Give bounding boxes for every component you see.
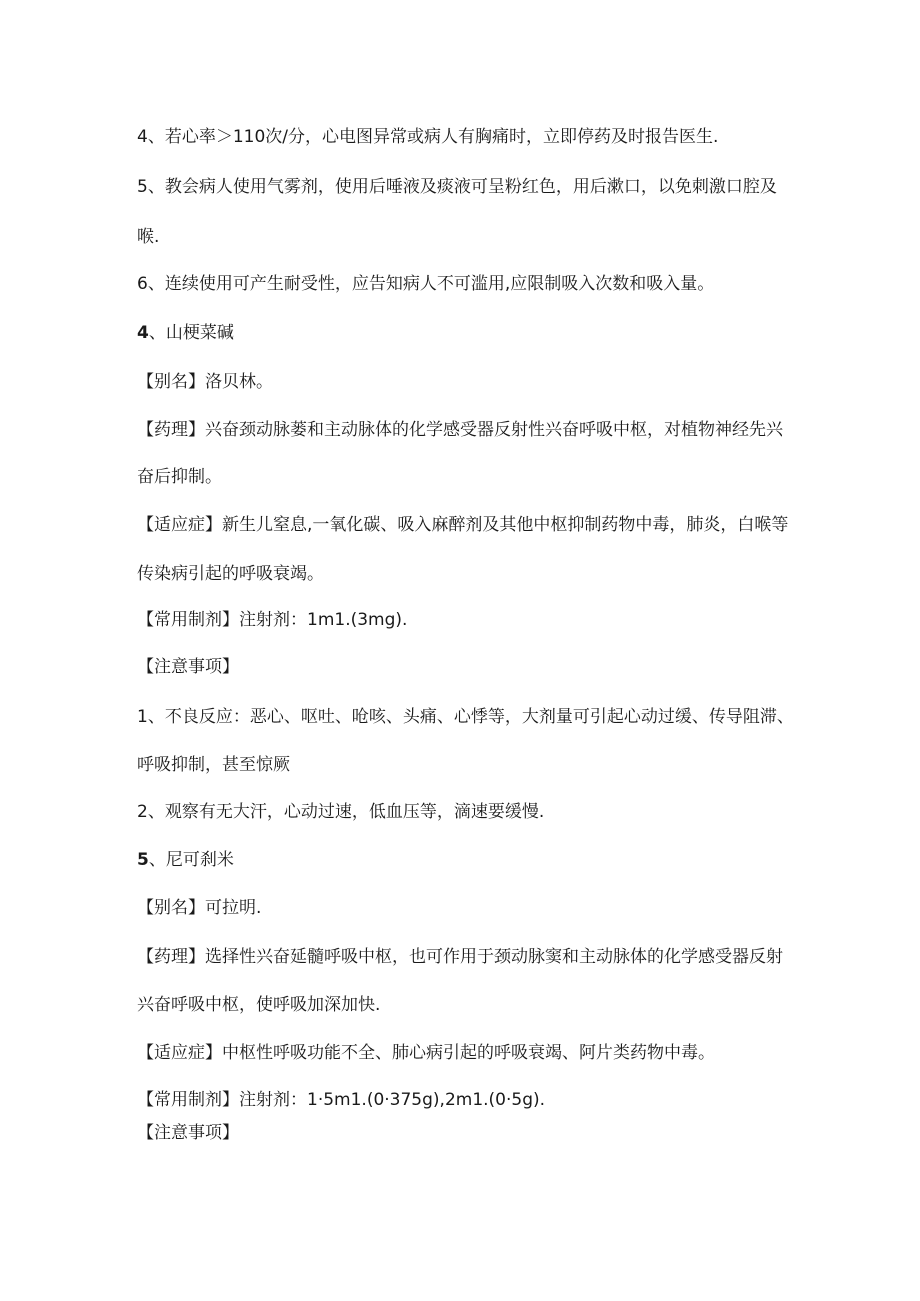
text-line: 6、连续使用可产生耐受性，应告知病人不可滥用,应限制吸入次数和吸入量。	[137, 274, 715, 294]
heading-number: 5	[137, 850, 149, 870]
section-heading-4	[137, 322, 797, 344]
text-line: 【别名】可拉明.	[137, 898, 262, 918]
heading-title: 山梗菜碱	[165, 323, 234, 343]
text-line: 【适应症】中枢性呼吸功能不全、肺心病引起的呼吸衰竭、阿片类药物中毒。	[137, 1043, 715, 1063]
text-line: 1、不良反应：恶心、呕吐、呛咳、头痛、心悸等，大剂量可引起心动过缓、传导阻滞、	[137, 707, 794, 727]
text-line: 【注意事项】	[137, 1123, 239, 1143]
heading-number: 4	[137, 323, 149, 343]
text-line: 【注意事项】	[137, 657, 239, 677]
text-line: 【药理】兴奋颈动脉蒌和主动脉体的化学感受器反射性兴奋呼吸中枢，对植物神经先兴	[137, 420, 783, 440]
text-line: 4、若心率＞110次/分，心电图异常或病人有胸痛时，立即停药及时报告医生.	[137, 127, 719, 147]
heading-separator: 、	[148, 323, 166, 343]
text-line: 喉.	[137, 227, 160, 247]
text-line: 奋后抑制。	[137, 467, 222, 487]
text-line: 【常用制剂】注射剂：1·5m1.(0·375g),2m1.(0·5g).	[137, 1090, 546, 1110]
text-line: 兴奋呼吸中枢，使呼吸加深加快.	[137, 995, 381, 1015]
text-line: 2、观察有无大汗，心动过速，低血压等，滴速要缓慢.	[137, 802, 545, 822]
text-line: 【常用制剂】注射剂：1m1.(3mg).	[137, 610, 408, 630]
text-line: 5、教会病人使用气雾剂，使用后唾液及痰液可呈粉红色，用后漱口，以免刺激口腔及	[137, 177, 777, 197]
text-line: 【药理】选择性兴奋延髓呼吸中枢，也可作用于颈动脉窦和主动脉体的化学感受器反射	[137, 947, 783, 967]
text-line: 传染病引起的呼吸衰竭。	[137, 564, 324, 584]
text-line: 【适应症】新生儿窒息,一氧化碳、吸入麻醉剂及其他中枢抑制药物中毒，肺炎，白喉等	[137, 515, 789, 535]
heading-title: 尼可刹米	[165, 850, 234, 870]
text-line: 【别名】洛贝林。	[137, 372, 273, 392]
section-heading-5	[137, 849, 797, 871]
heading-separator: 、	[148, 850, 166, 870]
text-line: 呼吸抑制，甚至惊厥	[137, 755, 290, 775]
